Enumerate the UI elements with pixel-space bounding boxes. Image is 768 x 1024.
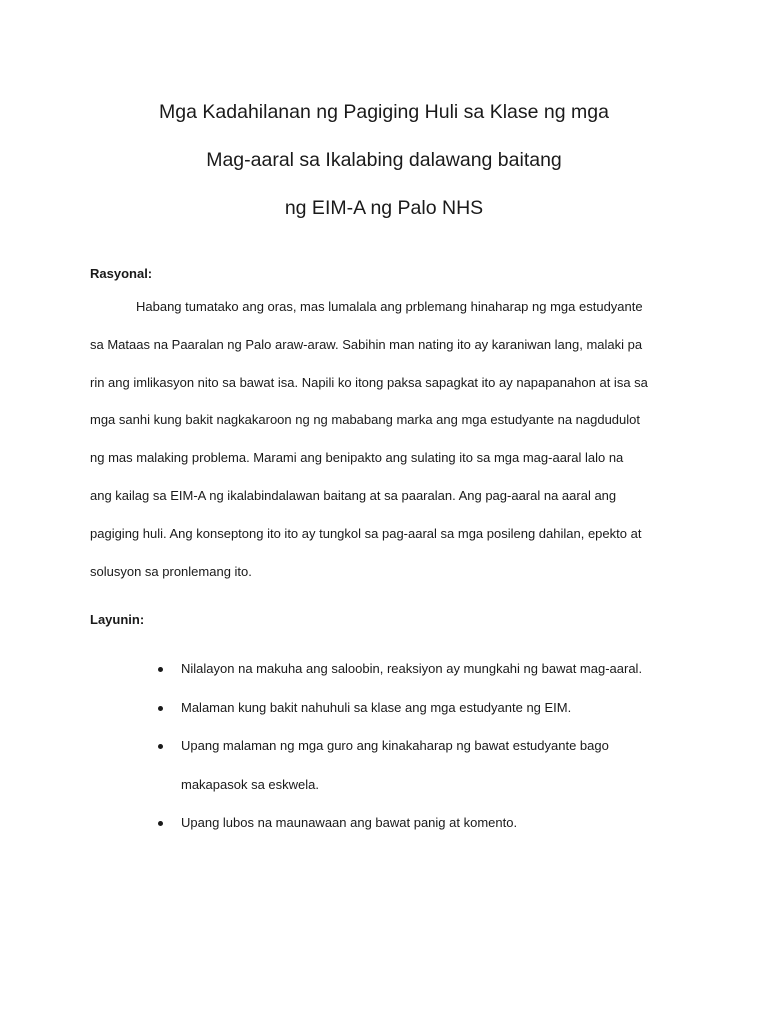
title-line-2: Mag-aaral sa Ikalabing dalawang baitang	[206, 149, 562, 171]
paragraph-line: pagiging huli. Ang konseptong ito ito ay tungkol sa pag-aaral sa mga posileng dahilan, epekto at	[90, 525, 642, 541]
list-item-text: Malaman kung bakit nahuhuli sa klase ang mga estudyante ng EIM.	[181, 699, 572, 715]
bullet-icon	[158, 744, 163, 749]
paragraph-line: rin ang imlikasyon nito sa bawat isa. Napili ko itong paksa sapagkat ito ay napapanahon at isa sa	[90, 374, 648, 390]
bullet-icon	[158, 821, 163, 826]
layunin-list	[90, 656, 690, 849]
paragraph-line: ang kailag sa EIM-A ng ikalabindalawan baitang at sa paaralan. Ang pag-aaral na aaral ang	[90, 487, 617, 503]
list-item	[90, 810, 690, 849]
layunin-heading: Layunin:	[90, 612, 145, 627]
document-title	[0, 88, 768, 232]
bullet-icon	[158, 706, 163, 711]
list-item-text: Upang lubos na maunawaan ang bawat panig at komento.	[181, 815, 518, 830]
title-line-1: Mga Kadahilanan ng Pagiging Huli sa Klase ng mga	[159, 101, 609, 123]
list-item	[90, 695, 690, 734]
paragraph-line: ng mas malaking problema. Marami ang benipakto ang sulating ito sa mga mag-aaral lalo na	[90, 450, 624, 466]
paragraph-line: Habang tumatako ang oras, mas lumalala ang prblemang hinaharap ng mga estudyante	[136, 299, 643, 314]
rasyonal-heading: Rasyonal:	[90, 266, 153, 281]
rasyonal-paragraph	[90, 294, 690, 596]
list-item-text: Upang malaman ng mga guro ang kinakaharap ng bawat estudyante bago	[181, 738, 609, 753]
list-item-text: makapasok sa eskwela.	[181, 776, 320, 792]
paragraph-line: solusyon sa pronlemang ito.	[90, 563, 252, 579]
title-line-3: ng EIM-A ng Palo NHS	[284, 197, 484, 219]
paragraph-line: sa Mataas na Paaralan ng Palo araw-araw. Sabihin man nating ito ay karaniwan lang, malaki pa	[90, 336, 643, 352]
list-item	[90, 656, 690, 695]
list-item-text: Nilalayon na makuha ang saloobin, reaksiyon ay mungkahi ng bawat mag-aaral.	[181, 661, 643, 676]
bullet-icon	[158, 667, 163, 672]
list-item	[90, 733, 690, 810]
paragraph-line: mga sanhi kung bakit nagkakaroon ng ng mababang marka ang mga estudyante na nagdudulot	[90, 412, 640, 428]
